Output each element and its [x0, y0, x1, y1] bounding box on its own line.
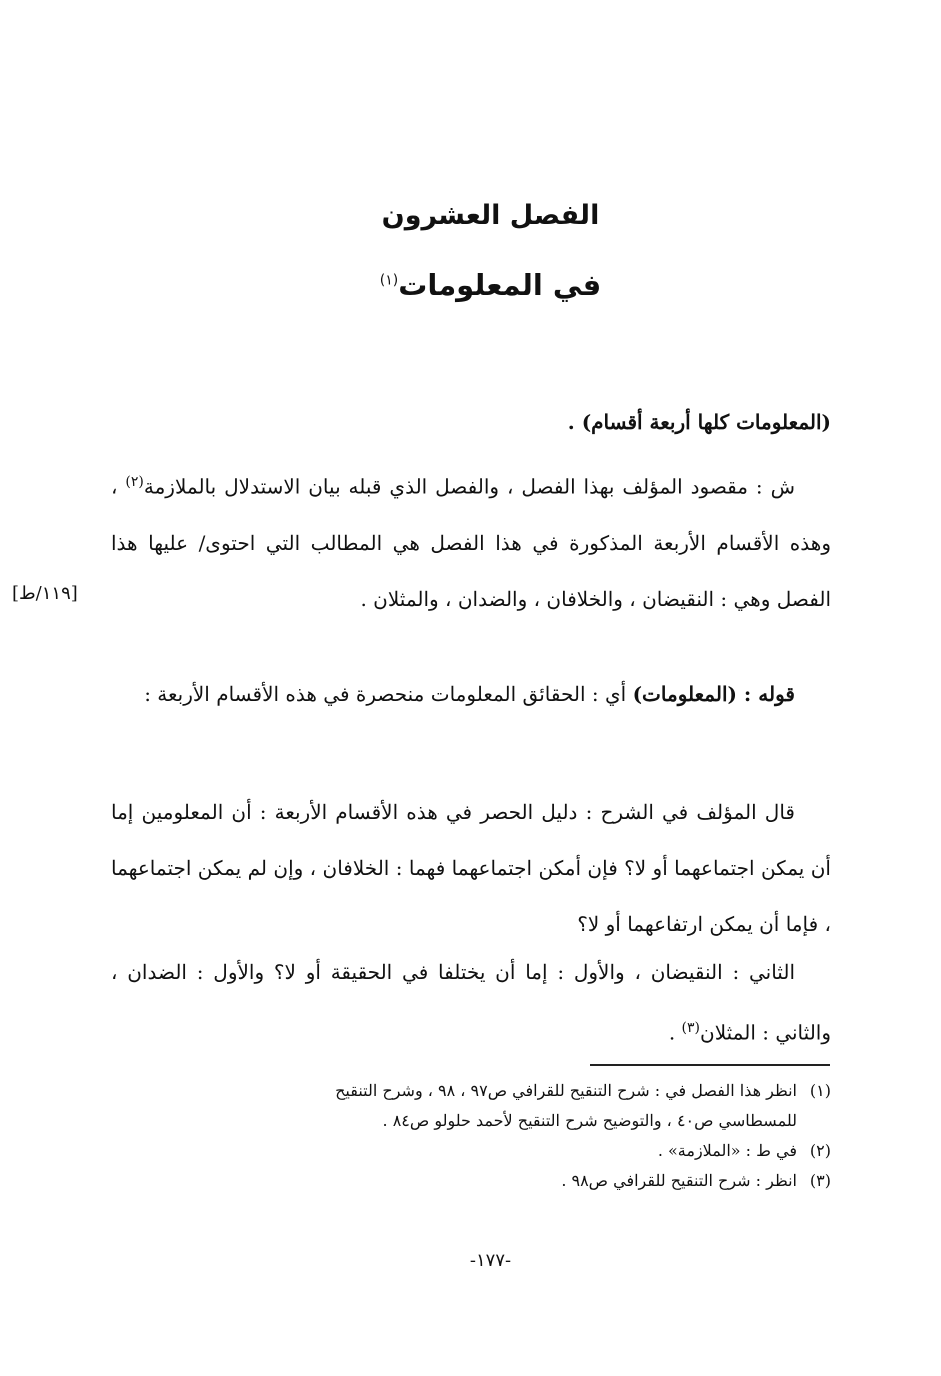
paragraph-2 — [111, 666, 831, 722]
paragraph-2-rest: أي : الحقائق المعلومات منحصرة في هذه الأقسام الأربعة : — [144, 682, 633, 706]
paragraph-4-part-a: الثاني : النقيضان ، والأول : إما أن يختلفا في الحقيقة أو لا؟ والأول : الضدان ، والثاني : المثلان — [111, 960, 831, 1045]
footnote-2-number: (٢) — [809, 1141, 831, 1160]
footnotes — [103, 1076, 831, 1196]
page-number: -١٧٧- — [469, 1250, 512, 1271]
paragraph-3-text: قال المؤلف في الشرح : دليل الحصر في هذه الأقسام الأربعة : أن المعلومين إما أن يمكن اجتماعهما أو لا؟ فإن أمكن اجتماعهما فهما : الخلافان ، وإن لم يمكن اجتماعهما ، فإما أن يمكن ارتفاعهما أو لا؟ — [111, 800, 831, 936]
chapter-title-line-1: الفصل العشرون — [381, 200, 600, 231]
paragraph-4-part-b: . — [668, 1020, 682, 1045]
footnote-1 — [103, 1076, 831, 1106]
footnote-2 — [103, 1136, 831, 1166]
paragraph-2-term: (المعلومات) — [632, 682, 737, 706]
paragraph-1-part-b: ، وهذه الأقسام الأربعة المذكورة في هذا الفصل هي المطالب التي احتوى/ عليها هذا الفصل وهي : النقيضان ، والخلافان ، والضدان ، والمثلان . — [111, 474, 831, 611]
chapter-title-line-2: في المعلومات — [398, 268, 602, 302]
footnote-1-line-1: انظر هذا الفصل في : شرح التنقيح للقرافي ص٩٧ ، ٩٨ ، وشرح التنقيح — [335, 1081, 797, 1100]
footnote-2-text: في ط : «الملازمة» . — [657, 1141, 797, 1160]
footnote-3-number: (٣) — [809, 1171, 831, 1190]
footnote-ref-2: (٢) — [125, 474, 144, 490]
footnote-3-text: انظر : شرح التنقيح للقرافي ص٩٨ . — [561, 1171, 797, 1190]
matn-text: (المعلومات كلها أربعة أقسام) . — [567, 410, 831, 434]
paragraph-1-part-a: ش : مقصود المؤلف بهذا الفصل ، والفصل الذي قبله بيان الاستدلال بالملازمة — [143, 474, 796, 499]
marginal-note: [١١٩/ط] — [12, 583, 78, 604]
footnote-1-continuation — [103, 1106, 831, 1136]
chapter-title — [0, 200, 941, 231]
chapter-subtitle — [0, 268, 941, 302]
footnote-1-line-2: للمسطاسي ص٤٠ ، والتوضيح شرح التنقيح لأحمد حلولو ص٨٤ . — [382, 1111, 797, 1130]
footnote-ref-1: (١) — [379, 272, 399, 289]
footnote-1-number: (١) — [809, 1081, 831, 1100]
footnote-3 — [103, 1166, 831, 1196]
paragraph-1 — [111, 454, 831, 627]
paragraph-3 — [111, 784, 831, 952]
paragraph-4 — [111, 944, 831, 1061]
footnote-separator — [590, 1064, 830, 1066]
paragraph-2-lead: قوله : — [736, 682, 795, 706]
footnote-ref-3: (٣) — [681, 1020, 700, 1036]
